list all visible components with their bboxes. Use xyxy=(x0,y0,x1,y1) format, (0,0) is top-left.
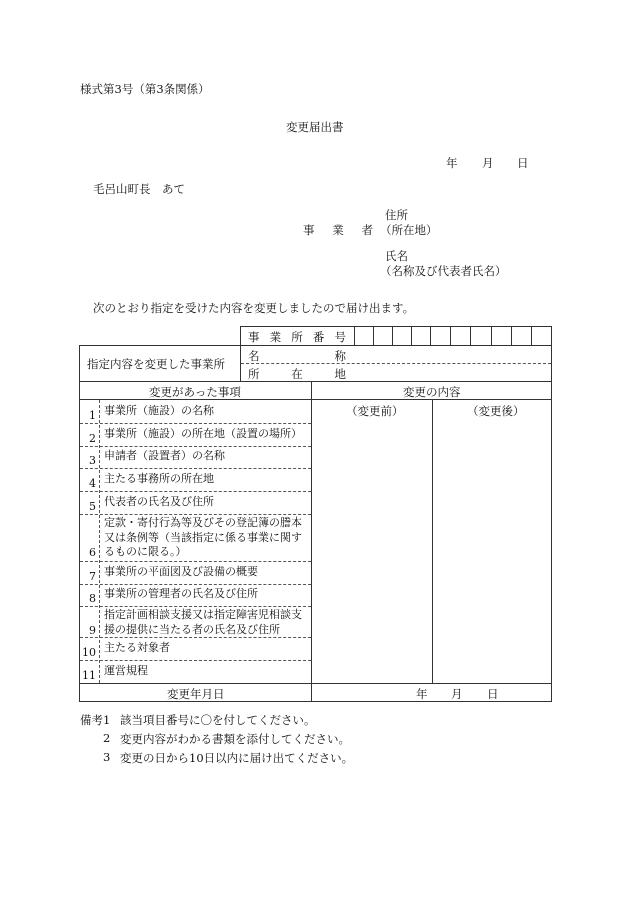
item-text: 運営規程 xyxy=(104,664,148,677)
item-number: 10 xyxy=(82,646,96,659)
note-1-text: 該当項目番号に〇を付してください。 xyxy=(120,713,316,727)
name-sub-label: （名称及び代表者氏名） xyxy=(380,264,507,278)
statement: 次のとおり指定を受けた内容を変更しましたので届け出ます。 xyxy=(93,301,415,315)
item-number: 9 xyxy=(89,624,96,637)
item-number: 1 xyxy=(89,409,96,422)
note-3-label: 3 xyxy=(103,750,111,764)
item-number: 7 xyxy=(89,570,96,583)
item-number: 5 xyxy=(89,500,96,513)
item-number: 8 xyxy=(89,592,96,605)
item-text: 事業所（施設）の所在地（設置の場所） xyxy=(104,427,302,440)
note-3-text: 変更の日から10日以内に届け出てください。 xyxy=(120,751,354,765)
change-date-day: 日 xyxy=(487,687,499,701)
item-text: 定款・寄付行為等及びその登記簿の謄本又は条例等（当該指定に係る事業に関するものに限る。） xyxy=(104,516,302,558)
item-number: 6 xyxy=(89,546,96,559)
item-text: 主たる対象者 xyxy=(104,641,170,654)
date-month-label: 月 xyxy=(482,156,494,170)
change-date-year: 年 xyxy=(416,687,428,701)
item-text: 主たる事務所の所在地 xyxy=(104,472,214,485)
changed-office-label: 指定内容を変更した事業所 xyxy=(87,357,225,371)
office-number-label: 事 業 所 番 号 xyxy=(248,330,346,344)
form-number: 様式第3号（第3条関係） xyxy=(80,82,210,96)
note-2-text: 変更内容がわかる書類を添付してください。 xyxy=(120,732,350,746)
address-sub-label: （所在地） xyxy=(380,223,438,237)
item-number: 4 xyxy=(89,477,96,490)
item-text: 指定計画相談支援又は指定障害児相談支援の提供に当たる者の氏名及び住所 xyxy=(104,608,302,636)
office-name-label: 名 称 xyxy=(248,349,346,363)
item-text: 代表者の氏名及び住所 xyxy=(104,495,214,508)
name-label: 氏名 xyxy=(385,249,408,263)
change-content-header: 変更の内容 xyxy=(403,385,461,399)
document-title: 変更届出書 xyxy=(286,120,344,134)
item-text: 事業所の管理者の氏名及び住所 xyxy=(104,587,258,600)
item-number: 11 xyxy=(82,669,96,682)
note-1-label: 備考1 xyxy=(80,713,111,727)
address-label: 住所 xyxy=(385,208,408,222)
before-label: （変更前） xyxy=(346,404,404,418)
note-2-label: 2 xyxy=(103,731,111,745)
addressee: 毛呂山町長 あて xyxy=(93,182,185,196)
change-date-label: 変更年月日 xyxy=(167,687,225,701)
applicant-label: 事 業 者 xyxy=(303,223,373,237)
changed-items-header: 変更があった事項 xyxy=(149,385,241,399)
item-text: 申請者（設置者）の名称 xyxy=(104,449,225,462)
item-number: 3 xyxy=(89,454,96,467)
date-day-label: 日 xyxy=(517,156,529,170)
date-year-label: 年 xyxy=(446,156,458,170)
item-text: 事業所の平面図及び設備の概要 xyxy=(104,565,258,578)
item-text: 事業所（施設）の名称 xyxy=(104,404,214,417)
after-label: （変更後） xyxy=(467,404,525,418)
item-number: 2 xyxy=(89,432,96,445)
change-date-month: 月 xyxy=(451,687,463,701)
office-location-label: 所 在 地 xyxy=(248,367,346,381)
